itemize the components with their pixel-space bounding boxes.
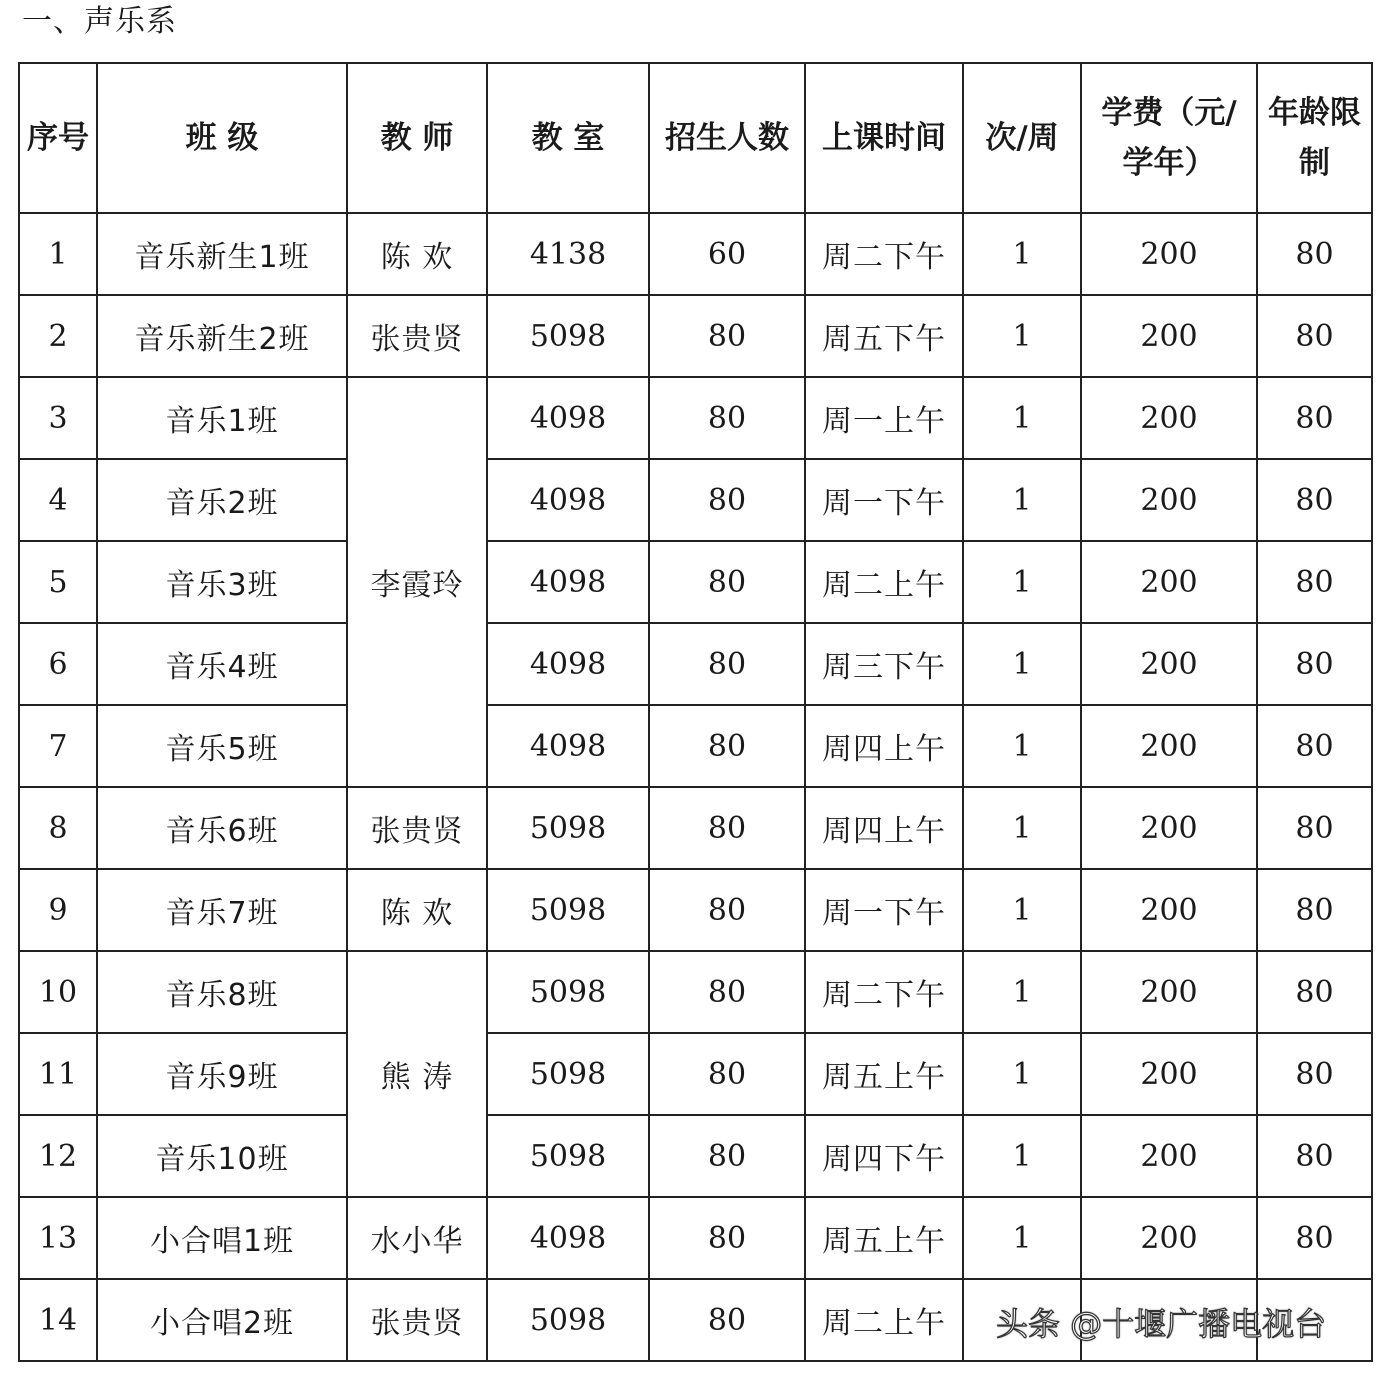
cell-room: 4138 bbox=[487, 213, 649, 295]
cell-fee: 200 bbox=[1081, 377, 1257, 459]
cell-class: 音乐4班 bbox=[97, 623, 347, 705]
cell-class: 音乐新生2班 bbox=[97, 295, 347, 377]
table-row bbox=[19, 459, 1372, 541]
cell-age-limit: 80 bbox=[1257, 377, 1372, 459]
cell-enrollment: 80 bbox=[649, 1197, 805, 1279]
cell-class: 音乐8班 bbox=[97, 951, 347, 1033]
cell-class: 音乐9班 bbox=[97, 1033, 347, 1115]
table-body bbox=[19, 213, 1372, 1361]
cell-frequency: 1 bbox=[963, 869, 1081, 951]
cell-time: 周一上午 bbox=[805, 377, 963, 459]
cell-teacher: 李霞玲 bbox=[347, 377, 487, 787]
cell-age-limit: 80 bbox=[1257, 1033, 1372, 1115]
header-schedule: 上课时间 bbox=[805, 63, 963, 213]
cell-index: 1 bbox=[19, 213, 97, 295]
cell-room: 5098 bbox=[487, 869, 649, 951]
cell-fee: 200 bbox=[1081, 951, 1257, 1033]
cell-class: 音乐1班 bbox=[97, 377, 347, 459]
cell-room: 4098 bbox=[487, 377, 649, 459]
cell-class: 音乐3班 bbox=[97, 541, 347, 623]
table-row bbox=[19, 295, 1372, 377]
cell-enrollment: 80 bbox=[649, 1279, 805, 1361]
cell-index: 11 bbox=[19, 1033, 97, 1115]
cell-teacher: 陈 欢 bbox=[347, 213, 487, 295]
cell-frequency: 1 bbox=[963, 1197, 1081, 1279]
cell-index: 12 bbox=[19, 1115, 97, 1197]
cell-frequency: 1 bbox=[963, 623, 1081, 705]
cell-frequency: 1 bbox=[963, 1115, 1081, 1197]
cell-fee: 200 bbox=[1081, 623, 1257, 705]
cell-enrollment: 80 bbox=[649, 951, 805, 1033]
cell-room: 5098 bbox=[487, 295, 649, 377]
cell-index: 10 bbox=[19, 951, 97, 1033]
cell-class: 小合唱1班 bbox=[97, 1197, 347, 1279]
cell-age-limit: 80 bbox=[1257, 541, 1372, 623]
cell-teacher: 张贵贤 bbox=[347, 787, 487, 869]
cell-age-limit: 80 bbox=[1257, 869, 1372, 951]
cell-age-limit: 80 bbox=[1257, 295, 1372, 377]
cell-age-limit: 80 bbox=[1257, 787, 1372, 869]
cell-frequency: 1 bbox=[963, 787, 1081, 869]
cell-time: 周四下午 bbox=[805, 1115, 963, 1197]
cell-age-limit: 80 bbox=[1257, 1197, 1372, 1279]
cell-room: 5098 bbox=[487, 787, 649, 869]
cell-enrollment: 80 bbox=[649, 1115, 805, 1197]
cell-index: 3 bbox=[19, 377, 97, 459]
table-row bbox=[19, 951, 1372, 1033]
cell-enrollment: 80 bbox=[649, 541, 805, 623]
cell-age-limit: 80 bbox=[1257, 1115, 1372, 1197]
cell-time: 周五下午 bbox=[805, 295, 963, 377]
table-row bbox=[19, 213, 1372, 295]
cell-frequency: 1 bbox=[963, 377, 1081, 459]
cell-class: 音乐新生1班 bbox=[97, 213, 347, 295]
cell-enrollment: 80 bbox=[649, 295, 805, 377]
table-row bbox=[19, 541, 1372, 623]
cell-teacher: 陈 欢 bbox=[347, 869, 487, 951]
cell-fee: 200 bbox=[1081, 541, 1257, 623]
table-row bbox=[19, 1033, 1372, 1115]
header-frequency: 次/周 bbox=[963, 63, 1081, 213]
cell-fee: 200 bbox=[1081, 1197, 1257, 1279]
cell-index: 13 bbox=[19, 1197, 97, 1279]
cell-class: 音乐5班 bbox=[97, 705, 347, 787]
header-index: 序号 bbox=[19, 63, 97, 213]
cell-enrollment: 80 bbox=[649, 705, 805, 787]
cell-class: 音乐2班 bbox=[97, 459, 347, 541]
cell-time: 周二下午 bbox=[805, 213, 963, 295]
table-header bbox=[19, 63, 1372, 213]
table-row bbox=[19, 377, 1372, 459]
header-age-limit: 年龄限制 bbox=[1257, 63, 1372, 213]
cell-time: 周三下午 bbox=[805, 623, 963, 705]
cell-teacher: 水小华 bbox=[347, 1197, 487, 1279]
cell-room: 5098 bbox=[487, 1033, 649, 1115]
cell-room: 5098 bbox=[487, 1279, 649, 1361]
cell-room: 5098 bbox=[487, 1115, 649, 1197]
cell-frequency: 1 bbox=[963, 951, 1081, 1033]
cell-class: 音乐7班 bbox=[97, 869, 347, 951]
cell-fee: 200 bbox=[1081, 213, 1257, 295]
header-row bbox=[19, 63, 1372, 213]
cell-enrollment: 80 bbox=[649, 1033, 805, 1115]
cell-room: 4098 bbox=[487, 623, 649, 705]
cell-frequency: 1 bbox=[963, 459, 1081, 541]
cell-class: 音乐10班 bbox=[97, 1115, 347, 1197]
cell-enrollment: 60 bbox=[649, 213, 805, 295]
header-fee: 学费（元/学年） bbox=[1081, 63, 1257, 213]
cell-index: 14 bbox=[19, 1279, 97, 1361]
cell-fee: 200 bbox=[1081, 459, 1257, 541]
section-title: 一、声乐系 bbox=[22, 4, 177, 39]
cell-room: 4098 bbox=[487, 459, 649, 541]
cell-room: 4098 bbox=[487, 1197, 649, 1279]
cell-fee: 200 bbox=[1081, 295, 1257, 377]
header-room: 教 室 bbox=[487, 63, 649, 213]
cell-time: 周二上午 bbox=[805, 1279, 963, 1361]
cell-age-limit: 80 bbox=[1257, 623, 1372, 705]
cell-fee: 200 bbox=[1081, 705, 1257, 787]
cell-age-limit: 80 bbox=[1257, 705, 1372, 787]
cell-time: 周一下午 bbox=[805, 869, 963, 951]
cell-frequency: 1 bbox=[963, 213, 1081, 295]
cell-teacher: 张贵贤 bbox=[347, 295, 487, 377]
table-row bbox=[19, 623, 1372, 705]
cell-frequency: 1 bbox=[963, 541, 1081, 623]
cell-time: 周一下午 bbox=[805, 459, 963, 541]
cell-index: 2 bbox=[19, 295, 97, 377]
cell-room: 4098 bbox=[487, 705, 649, 787]
cell-fee: 200 bbox=[1081, 1033, 1257, 1115]
cell-age-limit: 80 bbox=[1257, 459, 1372, 541]
header-teacher: 教 师 bbox=[347, 63, 487, 213]
cell-frequency: 1 bbox=[963, 705, 1081, 787]
class-schedule-table bbox=[18, 62, 1373, 1362]
cell-fee: 200 bbox=[1081, 869, 1257, 951]
cell-index: 7 bbox=[19, 705, 97, 787]
cell-index: 5 bbox=[19, 541, 97, 623]
cell-time: 周二上午 bbox=[805, 541, 963, 623]
cell-room: 4098 bbox=[487, 541, 649, 623]
table-row bbox=[19, 1197, 1372, 1279]
cell-index: 9 bbox=[19, 869, 97, 951]
cell-time: 周四上午 bbox=[805, 787, 963, 869]
table-row bbox=[19, 1115, 1372, 1197]
cell-teacher: 张贵贤 bbox=[347, 1279, 487, 1361]
cell-time: 周五上午 bbox=[805, 1197, 963, 1279]
cell-room: 5098 bbox=[487, 951, 649, 1033]
cell-time: 周五上午 bbox=[805, 1033, 963, 1115]
cell-enrollment: 80 bbox=[649, 623, 805, 705]
cell-teacher: 熊 涛 bbox=[347, 951, 487, 1197]
cell-age-limit: 80 bbox=[1257, 951, 1372, 1033]
table-row bbox=[19, 869, 1372, 951]
cell-time: 周四上午 bbox=[805, 705, 963, 787]
watermark: 头条 @十堰广播电视台 bbox=[996, 1305, 1327, 1343]
cell-index: 4 bbox=[19, 459, 97, 541]
cell-enrollment: 80 bbox=[649, 377, 805, 459]
cell-fee: 200 bbox=[1081, 1115, 1257, 1197]
cell-frequency: 1 bbox=[963, 295, 1081, 377]
cell-age-limit: 80 bbox=[1257, 213, 1372, 295]
cell-time: 周二下午 bbox=[805, 951, 963, 1033]
cell-enrollment: 80 bbox=[649, 869, 805, 951]
cell-enrollment: 80 bbox=[649, 459, 805, 541]
cell-fee: 200 bbox=[1081, 787, 1257, 869]
cell-class: 音乐6班 bbox=[97, 787, 347, 869]
header-enrollment: 招生人数 bbox=[649, 63, 805, 213]
header-class: 班 级 bbox=[97, 63, 347, 213]
cell-class: 小合唱2班 bbox=[97, 1279, 347, 1361]
table-row bbox=[19, 787, 1372, 869]
cell-enrollment: 80 bbox=[649, 787, 805, 869]
cell-index: 6 bbox=[19, 623, 97, 705]
cell-frequency: 1 bbox=[963, 1033, 1081, 1115]
table-row bbox=[19, 705, 1372, 787]
cell-index: 8 bbox=[19, 787, 97, 869]
